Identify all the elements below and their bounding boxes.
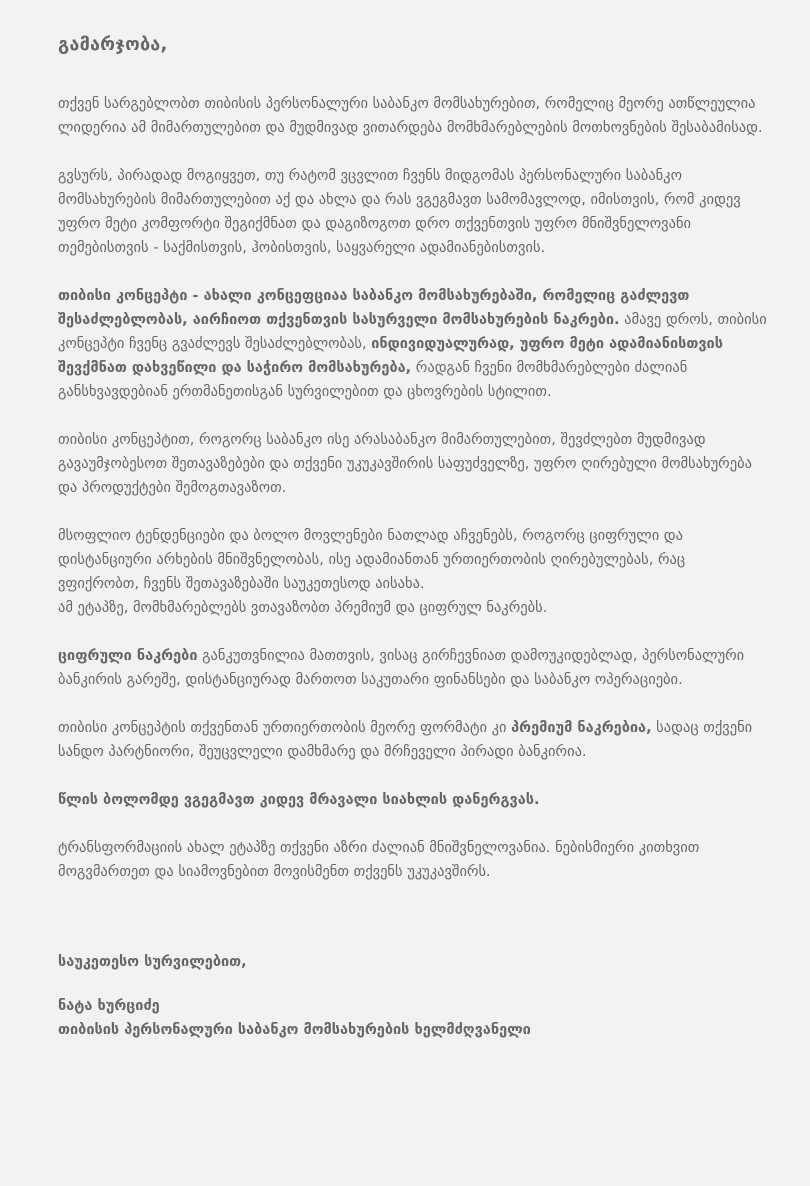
signature-block	[58, 994, 770, 1042]
paragraph-digital	[58, 644, 770, 692]
trends-line-2: ამ ეტაპზე, მომხმარებლებს ვთავაზობთ პრემიუმ და ციფრულ ნაკრებს.	[58, 600, 548, 616]
premium-text-1: თიბისი კონცეპტის თქვენთან ურთიერთობის მეორე ფორმატი კი	[58, 720, 512, 736]
paragraph-premium	[58, 716, 770, 764]
paragraph-plans: წლის ბოლომდე ვგეგმავთ კიდევ მრავალი სიახლის დანერგვას.	[58, 792, 540, 808]
concept-text-1: ამავე დროს, თიბისი კონცეპტი ჩვენც გვაძლევს შესაძლებლობას,	[58, 312, 767, 352]
paragraph-trends	[58, 524, 770, 620]
premium-text-2: სადაც თქვენი სანდო პარტნიორი, შეუცვლელი დამხმარე და მრჩეველი პირადი ბანკირია.	[58, 720, 753, 760]
concept-bold-individual: ინდივიდუალურად, უფრო მეტი ადამიანისთვის შევქმნათ დახვეწილი და საჭირო მომსახურება,	[58, 336, 723, 376]
paragraph-concept	[58, 284, 770, 404]
signature-title: თიბისის პერსონალური საბანკო მომსახურების ხელმძღვანელი	[58, 1022, 531, 1038]
greeting: გამარჯობა,	[58, 34, 168, 55]
concept-bold-intro: თიბისი კონცეპტი - ახალი კონცეფციაა საბანკო მომსახურებაში, რომელიც გაძლევთ შესაძლებლობას, აირჩიოთ თქვენთვის სასურველი მომსახურების ნაკრები.	[58, 288, 690, 328]
trends-line-1: მსოფლიო ტენდენციები და ბოლო მოვლენები ნათლად აჩვენებს, როგორც ციფრული და დისტანციური არხების მნიშვნელობას, ისე ადამიანთან ურთიერთობის ღირებულებას, რაც ვფიქრობთ, ჩვენს შეთავაზებაში საუკეთესოდ აისახა.	[58, 528, 686, 592]
paragraph-feedback: ტრანსფორმაციის ახალ ეტაპზე თქვენი აზრი ძალიან მნიშვნელოვანია. ნებისმიერი კითხვით მოგვმართეთ და სიამოვნებით მოვისმენთ თქვენს უკუკავშირს.	[58, 840, 700, 880]
digital-bundle-bold: ციფრული ნაკრები	[58, 648, 198, 664]
paragraph-reason: გვსურს, პირადად მოგიყვეთ, თუ რატომ ვცვლით ჩვენს მიდგომას პერსონალური საბანკო მომსახურების მიმართულებით აქ და ახლა და რას ვგეგმავთ სამომავლოდ, იმისთვის, რომ კიდევ უფრო მეტი კომფორტი შეგიქმნათ და დაგიზოგოთ დრო თქვენთვის უფრო მნიშვნელოვანი თემებისთვის - საქმისთვის, ჰობისთვის, საყვარელი ადამიანებისთვის.	[58, 168, 741, 256]
digital-bundle-text: განკუთვნილია მათთვის, ვისაც გირჩევნიათ დამოუკიდებლად, პერსონალური ბანკირის გარეშე, დისტანციურად მართოთ საკუთარი ფინანსები და საბანკო ოპერაციები.	[58, 648, 745, 688]
closing-line: საუკეთესო სურვილებით,	[58, 954, 247, 970]
paragraph-improvement: თიბისი კონცეპტით, როგორც საბანკო ისე არასაბანკო მიმართულებით, შევძლებთ მუდმივად გავაუმჯობესოთ შეთავაზებები და თქვენი უკუკავშირის საფუძველზე, უფრო ღირებული მომსახურება და პროდუქტები შემოგთავაზოთ.	[58, 432, 752, 496]
premium-bundle-bold: პრემიუმ ნაკრებია,	[511, 720, 652, 736]
signature-name: ნატა ხურციძე	[58, 998, 160, 1014]
paragraph-intro: თქვენ სარგებლობთ თიბისის პერსონალური საბანკო მომსახურებით, რომელიც მეორე ათწლეულია ლიდერია ამ მიმართულებით და მუდმივად ვითარდება მომხმარებლების მოთხოვნების შესაბამისად.	[58, 96, 763, 136]
concept-text-2: რადგან ჩვენი მომხმარებლები ძალიან განსხვავდებიან ერთმანეთისგან სურვილებით და ცხოვრების სტილით.	[58, 360, 688, 400]
